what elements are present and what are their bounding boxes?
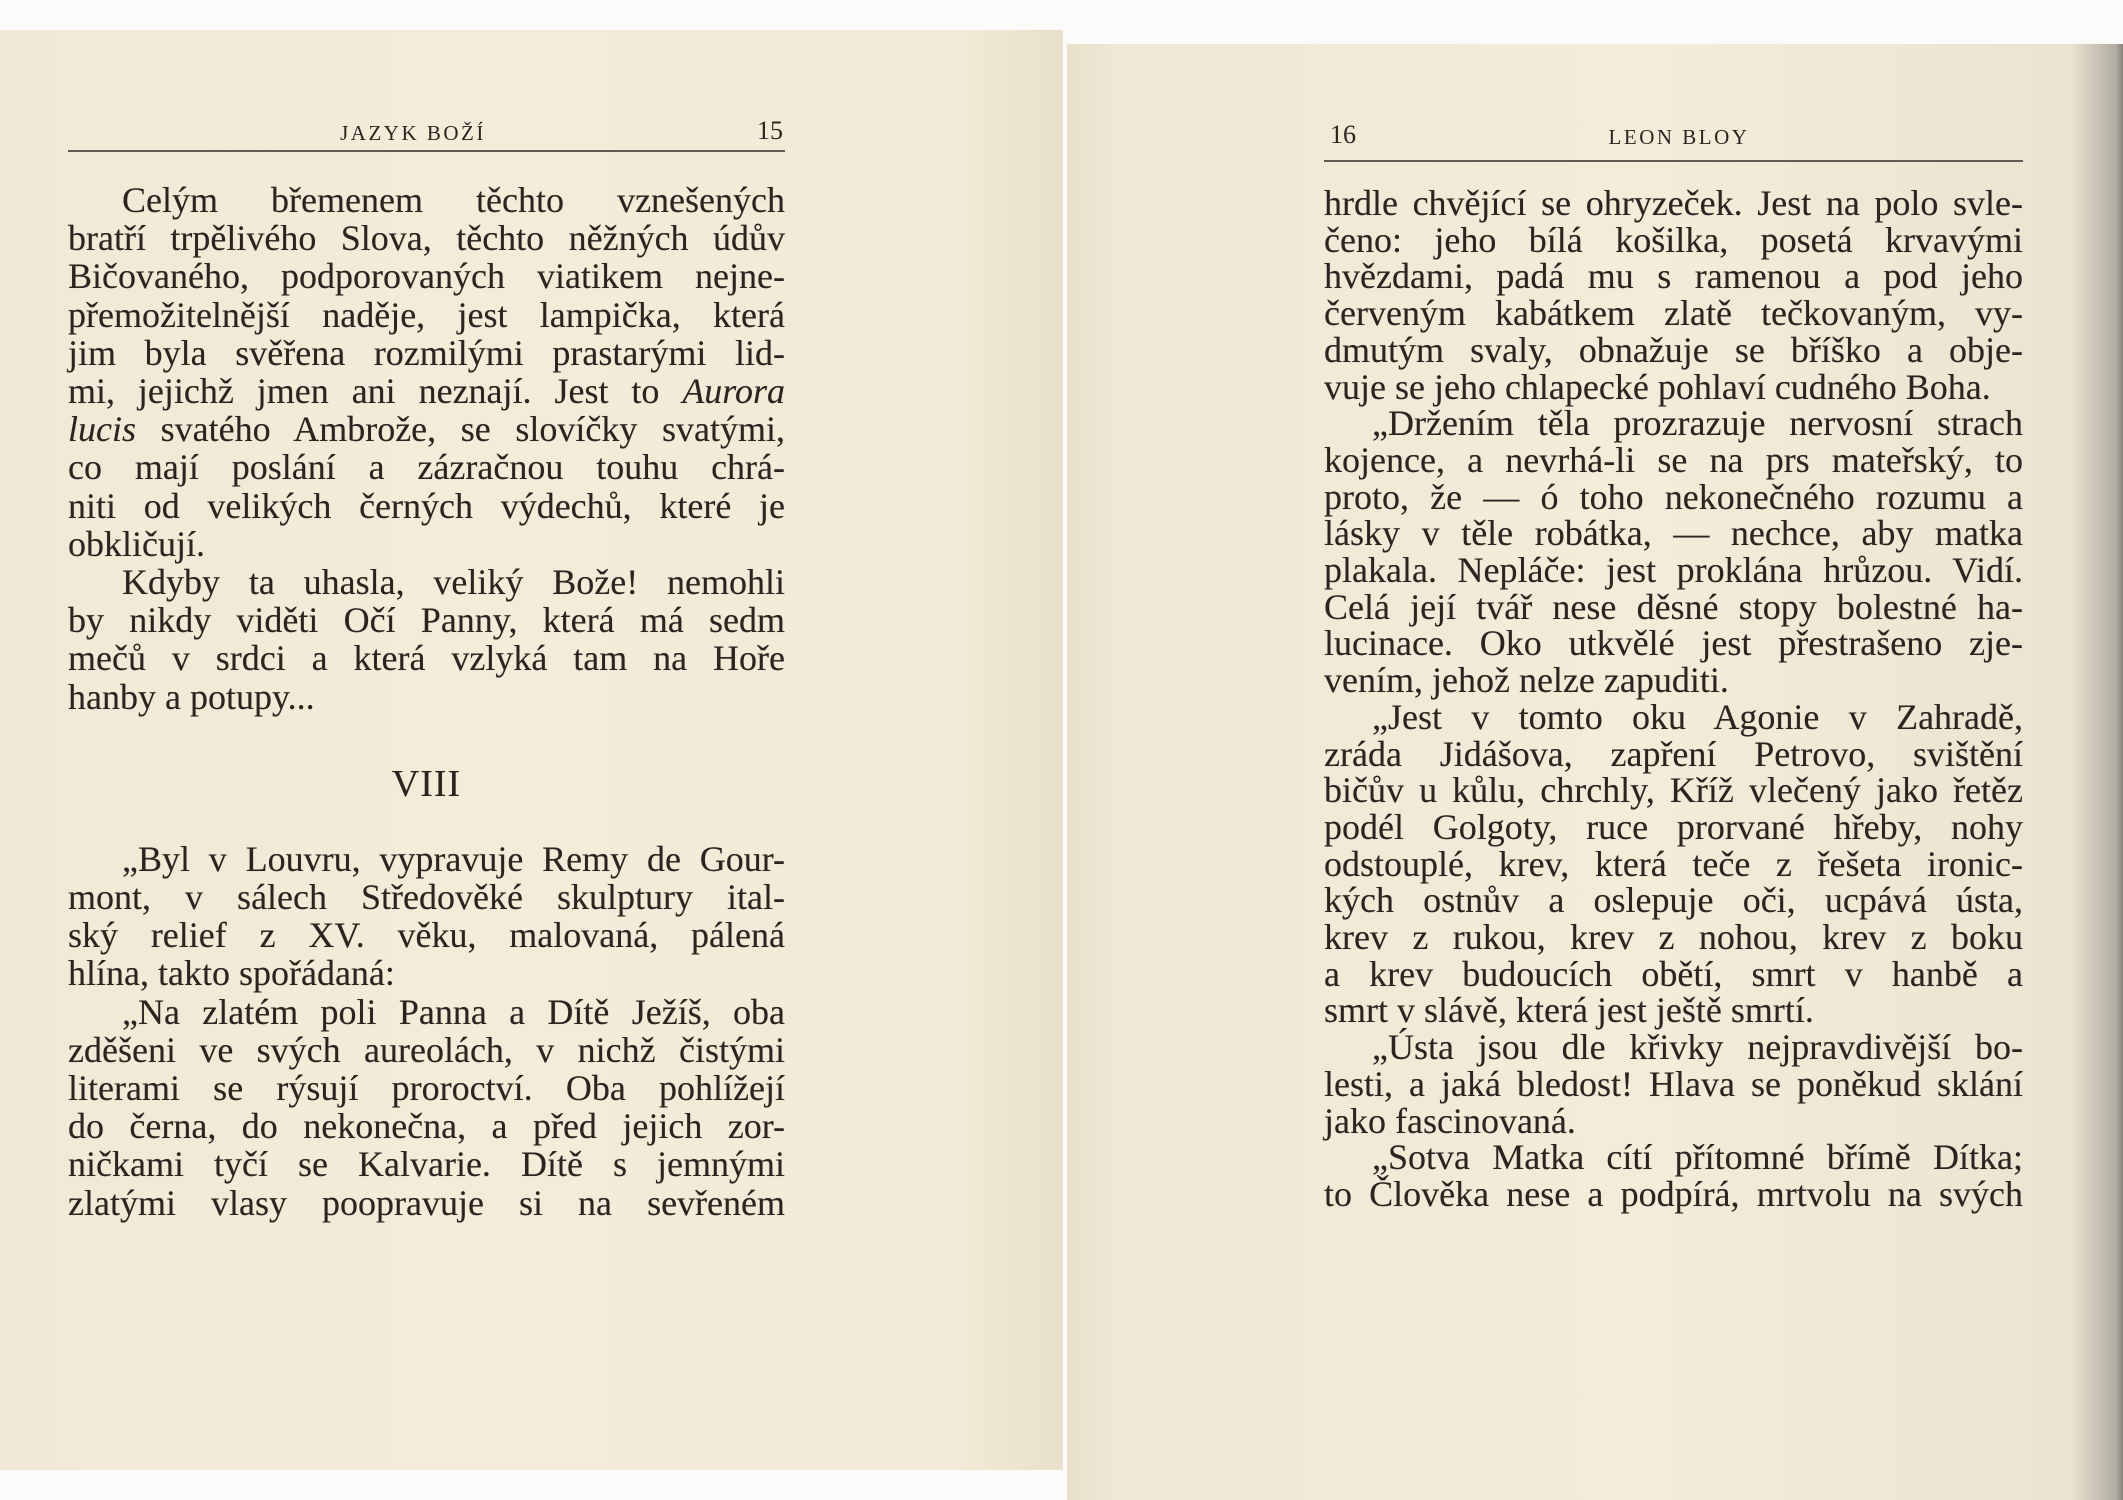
text-line: bičův u kůlu, chrchly, Kříž vlečený jako řetěz [1324,770,2023,811]
page-number: 16 [1330,120,1356,149]
text-line: červeným kabátkem zlatě tečkovaným, vy- [1324,293,2023,334]
text-line: hlína, takto spořádaná: [68,953,395,994]
text-line: „Jest v tomto oku Agonie v Zahradě, [1372,696,2023,737]
page-right [1067,44,2123,1500]
italic-text: lucis [68,409,136,450]
text-line: niti od velikých černých výdechů, které je [68,485,785,526]
text-body [68,181,785,1222]
text-line: „Držením těla prozrazuje nervosní strach [1372,403,2023,444]
paragraph [68,181,785,563]
text-line: přemožitelnější naděje, jest lampička, která [68,294,785,335]
text-line [68,372,785,410]
text-line: jako fascinovaná. [1324,1100,1576,1141]
text-line [68,410,785,448]
paragraph [1324,405,2023,699]
text-line: ničkami tyčí se Kalvarie. Dítě s jemnými [68,1144,785,1185]
page-number: 15 [757,116,783,145]
text-line: lucinace. Oko utkvělé jest přestrašeno zje- [1324,623,2023,664]
text-line: do černa, do nekonečna, a před jejich zor- [68,1106,785,1147]
text-line: dmutým svaly, obnažuje se bříško a obje- [1324,329,2023,370]
text-segment: svatého Ambrože, se slovíčky svatými, [136,409,785,450]
text-line: smrt v slávě, která jest ještě smrtí. [1324,990,1814,1031]
text-line: zděšeni ve svých aureolách, v nichž čistými [68,1029,785,1070]
text-line: krev z rukou, krev z nohou, krev z boku [1324,917,2023,958]
page-left [0,30,1063,1470]
text-line: lesti, a jaká bledost! Hlava se poněkud sklání [1324,1063,2023,1104]
text-line: a krev budoucích obětí, smrt v hanbě a [1324,953,2023,994]
text-line: co mají poslání a zázračnou touhu chrá- [68,447,785,488]
text-line: Celým břemenem těchto vznešených [122,180,785,220]
text-line: mečů v srdci a která vzlyká tam na Hoře [68,638,785,679]
text-line: jim byla svěřena rozmilými prastarými lid- [68,332,785,373]
header-rule [1324,160,2023,162]
text-line: plakala. Nepláče: jest proklána hrůzou. Vidí. [1324,550,2023,591]
paragraph [1324,696,2023,1031]
text-line: Bičovaného, podporovaných viatikem nejne- [68,256,785,297]
text-segment: mi, jejichž jmen ani neznají. Jest to [68,371,683,412]
section-heading: VIII [391,762,462,805]
running-head-title: JAZYK BOŽÍ [340,121,486,145]
text-line: „Ústa jsou dle křivky nejpravdivější bo- [1372,1027,2023,1068]
paragraph [68,563,785,716]
text-line: zlatými vlasy poopravuje si na sevřeném [68,1182,785,1223]
text-line: ský relief z XV. věku, malovaná, pálená [68,915,785,956]
text-line: Kdyby ta uhasla, veliký Bože! nemohli [122,562,785,603]
text-line: bratří trpělivého Slova, těchto něžných údův [68,218,785,259]
text-line: literami se rýsují proroctví. Oba pohlížejí [68,1068,785,1109]
paragraph [1324,1139,2023,1212]
paragraph [1324,185,2023,405]
text-line: vuje se jeho chlapecké pohlaví cudného Boha. [1324,366,1991,407]
text-line: kých ostnův a oslepuje oči, ucpává ústa, [1324,880,2023,921]
header-rule [68,150,785,152]
text-line: „Sotva Matka cítí přítomné břímě Dítka; [1372,1137,2023,1178]
paragraph [1324,1029,2023,1139]
text-line: proto, že — ó toho nekonečného rozumu a [1324,476,2023,517]
text-line: zráda Jidášova, zapření Petrovo, svištění [1324,733,2023,774]
text-line: kojence, a nevrhá-li se na prs mateřský, to [1324,439,2023,480]
paragraph [68,840,785,993]
text-line: „Byl v Louvru, vypravuje Remy de Gour- [122,838,785,879]
text-line: podél Golgoty, ruce prorvané hřeby, nohy [1324,806,2023,847]
text-line: obkličují. [68,523,205,564]
text-line: odstouplé, krev, která teče z řešeta ironic- [1324,843,2023,884]
text-line: čeno: jeho bílá košilka, posetá krvavými [1324,219,2023,260]
text-line: lásky v těle robátka, — nechce, aby matka [1324,513,2023,554]
text-line: hrdle chvějící se ohryzeček. Jest na polo svle- [1324,183,2023,223]
text-line: mont, v sálech Středověké skulptury ital- [68,877,785,918]
text-line: to Člověka nese a podpírá, mrtvolu na svých [1324,1173,2023,1214]
running-head-title: LEON BLOY [1608,125,1750,149]
text-line: „Na zlatém poli Panna a Dítě Ježíš, oba [122,991,785,1032]
text-line: vením, jehož nelze zapuditi. [1324,660,1729,701]
text-line: hvězdami, padá mu s ramenou a pod jeho [1324,256,2023,297]
text-line: Celá její tvář nese děsné stopy bolestné ha- [1324,586,2023,627]
text-line: hanby a potupy... [68,676,315,717]
text-body [1324,185,2023,1213]
paragraph [68,993,785,1222]
italic-text: Aurora [682,371,785,412]
text-line: by nikdy viděti Očí Panny, která má sedm [68,600,785,641]
